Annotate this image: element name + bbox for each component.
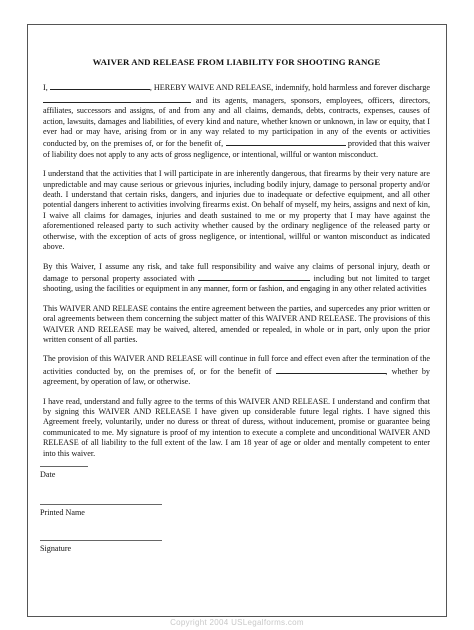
printed-name-block bbox=[40, 504, 162, 517]
participant-name-blank[interactable] bbox=[50, 81, 150, 90]
p1-text-a: I, bbox=[43, 83, 48, 93]
document-body bbox=[43, 57, 430, 468]
p1-text-c: and its agents, managers, sponsors, employees, officers, directors, affiliates, successors and assigns, of and from any and all claims, demands, debts, contracts, expenses, causes of action, lawsuits, damages and liabilities, of every kind and nature, whether known or unknown, in law or equity, that I ever had or may have, arising from or in any way related to my participation in any of the events or activities conducted by, on the premises of, or for the benefit of, bbox=[43, 95, 430, 149]
document-title: WAIVER AND RELEASE FROM LIABILITY FOR SHOOTING RANGE bbox=[92, 57, 381, 67]
paragraph-risks: I understand that the activities that I will participate in are inherently dangerous, that firearms by their very nature are unpredictable and may cause serious or grievous injuries, including bodily injury, damage to personal property and/or death. I understand that certain risks, dangers, and injuries due to inadequate or defective equipment, and all other potential dangers inherent to activities involving firearms exist. On behalf of myself, my heirs, assigns and next of kin, I waive all claims for damages, injuries and death sustained to me or my property that I may have against the aforementioned released party to such activity whether caused by the ordinary negligence of the released party or otherwise, with the exception of acts of gross negligence, or intentional, willful or wanton misconduct as indicated above. bbox=[43, 169, 430, 252]
printed-name-line[interactable] bbox=[40, 504, 162, 505]
p3-text-a: By this Waiver, I assume any risk, and take full responsibility and waive any claims of personal injury, death or damage to personal property associated with bbox=[43, 261, 430, 283]
date-block bbox=[40, 466, 88, 479]
copyright-footer: Copyright 2004 USLegalforms.com bbox=[170, 618, 304, 627]
p5-text-a: The provision of this WAIVER AND RELEASE will continue in full force and effect even after the termination of the activities conducted by, on the premises of, or for the benefit of bbox=[43, 354, 430, 376]
survival-party-blank[interactable] bbox=[276, 365, 386, 374]
paragraph-acknowledgement: I have read, understand and fully agree to the terms of this WAIVER AND RELEASE. I understand and confirm that by signing this WAIVER AND RELEASE I have given up considerable future legal rights. I have signed this Agreement freely, voluntarily, under no duress or threat of duress, without inducement, promise or guarantee being communicated to me. My signature is proof of my intention to execute a complete and unconditional WAIVER AND RELEASE of all liability to the full extent of the law. I am 18 year of age or older and mentally competent to enter into this waiver. bbox=[43, 396, 430, 458]
paragraph-entire-agreement: This WAIVER AND RELEASE contains the entire agreement between the parties, and supercedes any prior written or oral agreements between them concerning the subject matter of this WAIVER AND RELEASE. The provisions of this WAIVER AND RELEASE may be waived, altered, amended or repealed, in whole or in part, only upon the prior written consent of all parties. bbox=[43, 303, 430, 344]
beneficiary-blank[interactable] bbox=[226, 137, 346, 146]
p1-text-b: , HEREBY WAIVE AND RELEASE, indemnify, hold harmless and forever discharge bbox=[149, 83, 431, 93]
paragraph-survival bbox=[43, 354, 430, 387]
signature-line[interactable] bbox=[40, 540, 162, 541]
date-line[interactable] bbox=[40, 466, 88, 467]
activity-blank[interactable] bbox=[198, 272, 310, 281]
p1-text-d: provided that this waiver of liability does not apply to any acts of gross negligence, or intentional, willful or wanton misconduct. bbox=[43, 139, 430, 159]
document-page bbox=[27, 24, 447, 617]
p3-text-b: including but not limited to target shooting, using the facilities or equipment in any manner, form or fashion, and engaging in any other related activities bbox=[43, 273, 431, 294]
paragraph-assumption bbox=[43, 262, 430, 295]
released-party-blank[interactable] bbox=[43, 94, 191, 103]
date-label: Date bbox=[40, 470, 56, 479]
printed-name-label: Printed Name bbox=[40, 508, 85, 517]
signature-label: Signature bbox=[40, 544, 72, 553]
signature-block bbox=[40, 540, 162, 553]
p5-text-b: , whether by agreement, by operation of law, or otherwise. bbox=[43, 366, 430, 387]
paragraph-release bbox=[43, 81, 430, 160]
